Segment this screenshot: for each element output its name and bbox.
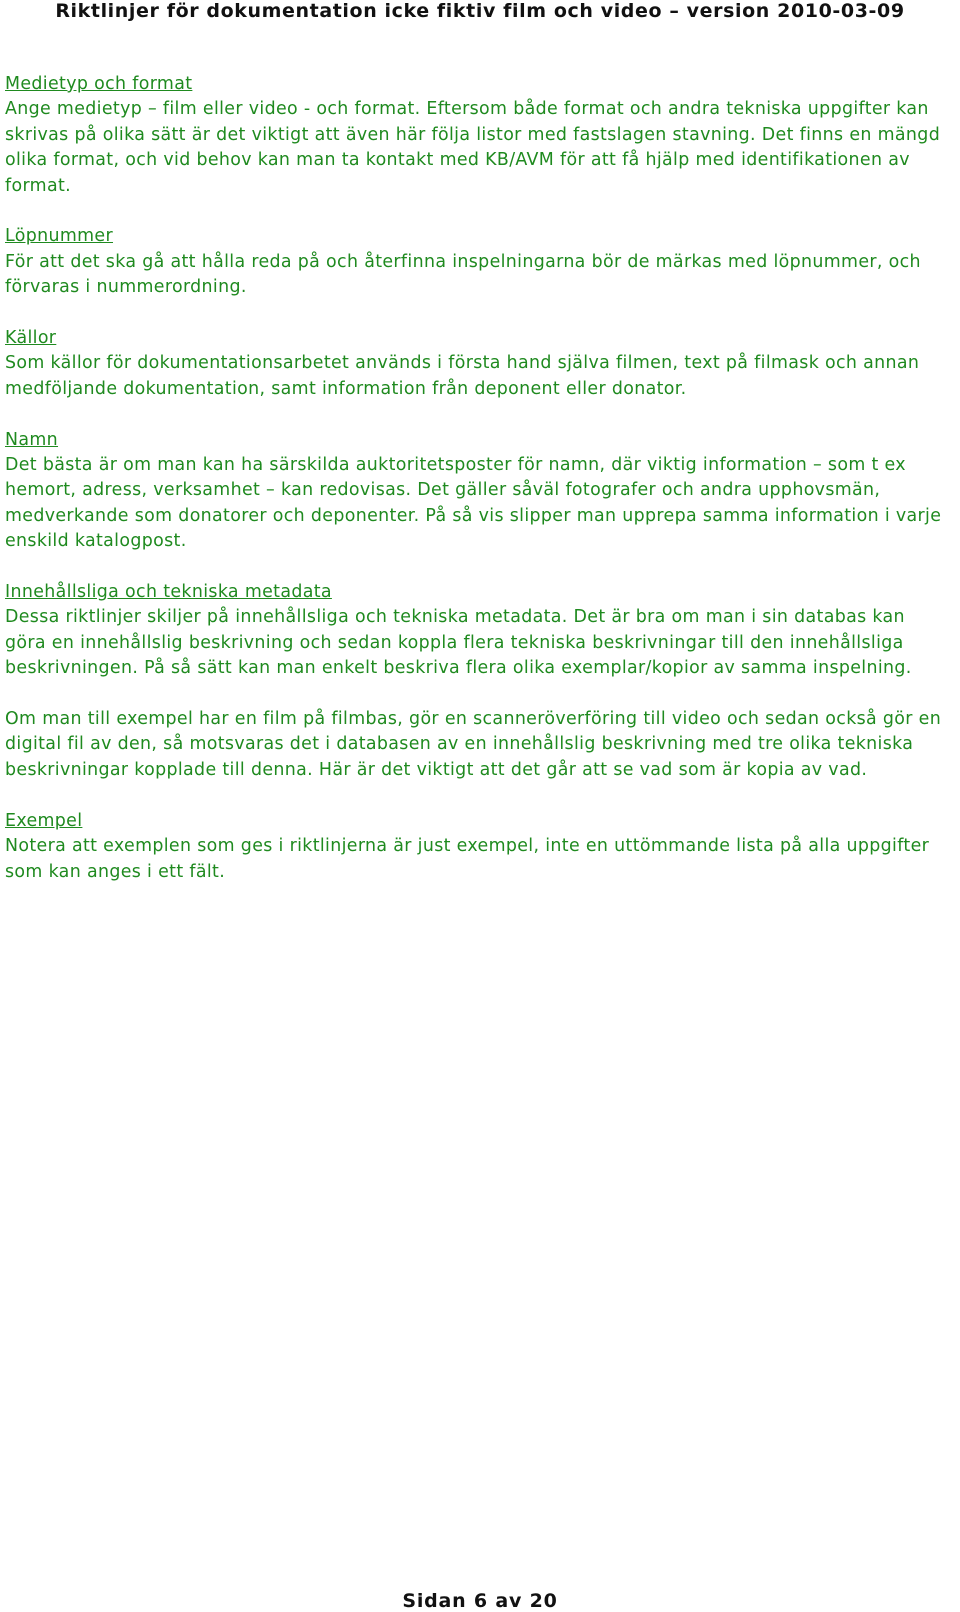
section-kallor [5,326,950,402]
section-text: Det bästa är om man kan ha särskilda auktoritetsposter för namn, där viktig information – som t ex hemort, adress, verksamhet – kan redovisas. Det gäller såväl fotografer och andra upphovsmän, medverkande som donatorer och deponenter. På så vis slipper man upprepa samma information i varje enskild katalogpost. [5,455,942,552]
section-innehallsliga-och-tekniska-metadata [5,580,950,682]
section-text: Ange medietyp – film eller video - och format. Eftersom både format och andra tekniska uppgifter kan skrivas på olika sätt är det viktigt att även här följa listor med fastslagen stavning. Det finns en mängd olika format, och vid behov kan man ta kontakt med KB/AVM för att få hjälp med identifikationen av format. [5,99,941,196]
document-body [5,72,950,910]
section-heading: Löpnummer [5,226,113,247]
section-medietyp-och-format [5,72,950,199]
page-footer [0,1590,960,1612]
section-heading: Källor [5,328,57,349]
section-text: Dessa riktlinjer skiljer på innehållsliga och tekniska metadata. Det är bra om man i sin databas kan göra en innehållslig beskrivning och sedan koppla flera tekniska beskrivningar till den innehållsliga beskrivningen. På så sätt kan man enkelt beskriva flera olika exemplar/kopior av samma inspelning. [5,607,912,679]
section-text: Om man till exempel har en film på filmbas, gör en scanneröverföring till video och sedan också gör en digital fil av den, så motsvaras det i databasen av en innehållslig beskrivning med tre olika tekniska beskrivningar kopplade till denna. Här är det viktigt att det går att se vad som är kopia av vad. [5,709,942,780]
page-number: Sidan 6 av 20 [402,1590,558,1612]
section-exempel [5,809,950,885]
section-heading: Innehållsliga och tekniska metadata [5,582,332,603]
section-text: Som källor för dokumentationsarbetet används i första hand själva filmen, text på filmask och annan medföljande dokumentation, samt information från deponent eller donator. [5,353,920,399]
document-title: Riktlinjer för dokumentation icke fiktiv film och video – version 2010-03-09 [55,0,905,22]
section-heading: Exempel [5,810,83,831]
section-text: Notera att exemplen som ges i riktlinjerna är just exempel, inte en uttömmande lista på alla uppgifter som kan anges i ett fält. [5,836,930,882]
section-heading: Medietyp och format [5,74,193,94]
document-header [0,0,960,22]
section-text: För att det ska gå att hålla reda på och återfinna inspelningarna bör de märkas med löpnummer, och förvaras i nummerordning. [5,251,921,298]
section-metadata-example [5,707,950,783]
section-namn [5,428,950,555]
section-lopnummer [5,224,950,300]
section-heading: Namn [5,429,59,450]
